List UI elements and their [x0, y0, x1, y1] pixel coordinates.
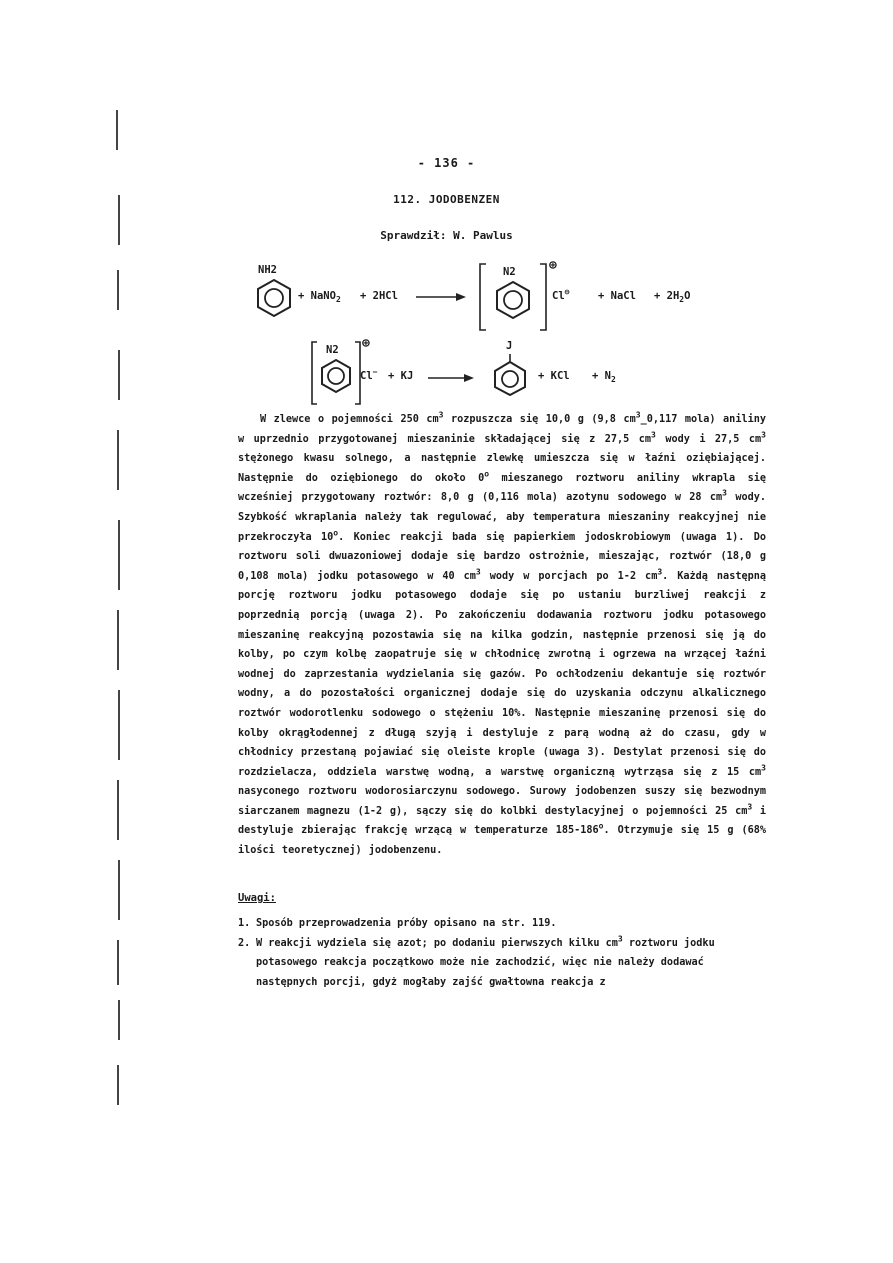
superscript: 3 — [747, 802, 753, 812]
superscript: 3 — [475, 567, 481, 577]
subscript: 2 — [679, 295, 685, 305]
reagent-hcl: + 2HCl — [360, 290, 398, 302]
positive-charge-icon: ⊕ — [549, 258, 557, 273]
superscript: o — [484, 469, 490, 479]
superscript: o — [598, 822, 604, 832]
byproduct-water — [654, 290, 691, 305]
superscript: 3 — [761, 763, 766, 773]
text-run: . Otrzymuje się 15 g (68% ilości teoretycznej) jodobenzenu. — [238, 825, 766, 857]
ion-label: Cl — [552, 290, 565, 302]
margin-mark — [117, 430, 119, 490]
text-run: stężonego kwasu solnego, a następnie zlewkę umieszcza się w łaźni oziębiającej. Następnie do oziębionego do około 0 — [238, 453, 766, 484]
subscript: 2 — [610, 375, 616, 385]
note-text: Sposób przeprowadzenia próby opisano na str. 119. — [256, 918, 557, 929]
text-run: W zlewce o pojemności 250 cm — [260, 414, 439, 425]
substituent-nh2: NH2 — [258, 264, 277, 276]
text-run: . Każdą następną porcję roztworu jodku potasowego dodaje się po ustaniu burzliwej reakcji z poprzednią porcją (uwaga 2). Po zakończeniu dodawania roztworu jodku potasowego mieszaninę reakcyjną pozostawia się na kilka godzin, następnie przenosi się ją do kolby, po czym kolbę zaopatruje się w chłodnicę zwrotną i ogrzewa na wrzącej łaźni wodnej do zaprzestania wydzielania się gazów. Po ochłodzeniu dekantuje się roztwór wodny, a do pozostałości organicznej dodaje się do uzyskania odczynu alkalicznego roztwór wodorotlenku sodowego o stężeniu 10%. Następnie mieszaninę przenosi się do kolby okrągłodennej z długą szyją i destyluje z parą wodną aż do czasu, gdy w chłodnicy przestaną pojawiać się oleiste krople (uwaga 3). Destylat przenosi się do rozdzielacza, oddziela warstwę wodną, a warstwę organiczną wytrząsa się z 15 cm — [238, 570, 766, 778]
margin-mark — [117, 940, 119, 985]
text-run: wody. Szybkość wkraplania należy tak regulować, aby temperatura mieszaniny reakcyjnej nie przekroczyła 10 — [238, 492, 766, 543]
note-item — [238, 914, 770, 934]
subscript: 2 — [335, 295, 341, 305]
reagent-kj: + KJ — [388, 370, 414, 382]
text-run: i destyluje zbierając frakcję wrzącą w temperaturze 185-186 — [238, 805, 766, 837]
reaction-arrow-icon — [416, 292, 466, 302]
text-run: nasyconego roztworu wodorosiarczynu sodowego. Surowy jodobenzen suszy się bezwodnym siarczanem magnezu (1-2 g), sączy się do kolbki destylacyjnej o pojemności 25 cm — [238, 786, 766, 817]
margin-mark — [118, 520, 120, 590]
text-run: mieszanego roztworu aniliny wkrapla się wcześniej przygotowany roztwór: 8,0 g (0,116 mola) azotynu sodowego w 28 cm — [238, 472, 766, 504]
byproduct-nitrogen — [592, 370, 616, 385]
note-number: 2. — [238, 937, 251, 949]
ion-label: Cl — [360, 370, 373, 382]
diazonium-group: N2 — [326, 344, 339, 356]
margin-mark — [117, 1065, 119, 1105]
margin-mark — [117, 780, 119, 840]
margin-mark — [117, 270, 119, 310]
margin-mark — [118, 1000, 120, 1040]
superscript: 3 — [438, 410, 444, 420]
note-number: 1. — [238, 918, 251, 929]
charge: ⊖ — [564, 287, 570, 297]
text-run: . Koniec reakcji bada się papierkiem jodoskrobiowym (uwaga 1). Do roztworu soli dwuazoniowej dodaje się bardzo ostrożnie, mieszając, roztwór (18,0 g 0,108 mola) jodku potasowego w 40 cm — [238, 531, 766, 582]
positive-charge-icon: ⊕ — [362, 336, 370, 351]
superscript: 3 — [635, 410, 641, 420]
reaction-arrow-icon — [428, 373, 474, 383]
text-run: roztworu jodku potasowego reakcja początkowo może nie zachodzić, więc nie należy dodawać następnych porcji, gdyż mogłaby zajść gwałtowna reakcja z — [256, 937, 715, 988]
reagent-label: + NaNO — [298, 290, 336, 302]
page-title: 112. JODOBENZEN — [393, 193, 500, 206]
substituent-iodine: J — [506, 340, 513, 352]
superscript: o — [333, 528, 339, 538]
procedure-paragraph — [238, 410, 766, 861]
margin-mark — [118, 350, 120, 400]
text-run: wody i 27,5 cm — [655, 433, 762, 445]
superscript: 3 — [761, 430, 766, 440]
byproduct-kcl: + KCl — [538, 370, 570, 382]
counter-ion — [552, 287, 570, 302]
formula: O — [684, 290, 691, 302]
formula: + N — [592, 370, 611, 382]
notes-heading: Uwagi: — [238, 892, 276, 904]
superscript: 3 — [722, 488, 727, 498]
byproduct-nacl: + NaCl — [598, 290, 636, 302]
note-item — [238, 934, 770, 993]
text-run: _0,117 mola) aniliny w uprzednio przygotowanej mieszaninie składającej się z 27,5 cm — [238, 414, 766, 445]
margin-mark — [118, 860, 120, 920]
page-number: - 136 - — [417, 156, 476, 170]
text-run: W reakcji wydziela się azot; po dodaniu pierwszych kilku cm — [256, 937, 618, 949]
benzene-ring-icon — [256, 278, 292, 318]
formula: + 2H — [654, 290, 680, 302]
reaction-2 — [310, 336, 640, 408]
reaction-1 — [250, 258, 700, 332]
charge: − — [372, 367, 378, 377]
superscript: 3 — [617, 934, 623, 944]
counter-ion — [360, 367, 378, 382]
notes-list — [238, 914, 770, 992]
reagent-nano2 — [298, 290, 341, 305]
margin-mark — [118, 690, 120, 760]
superscript: 3 — [651, 430, 656, 440]
checked-by: Sprawdził: W. Pawlus — [380, 229, 513, 242]
margin-mark — [117, 610, 119, 670]
margin-mark — [116, 110, 118, 150]
text-run: rozpuszcza się 10,0 g (9,8 cm — [443, 414, 636, 425]
benzene-ring-icon — [492, 352, 528, 396]
text-run: wody w porcjach po 1-2 cm — [480, 570, 658, 582]
diazonium-group: N2 — [503, 266, 516, 278]
superscript: 3 — [657, 567, 663, 577]
note-text — [256, 934, 770, 993]
